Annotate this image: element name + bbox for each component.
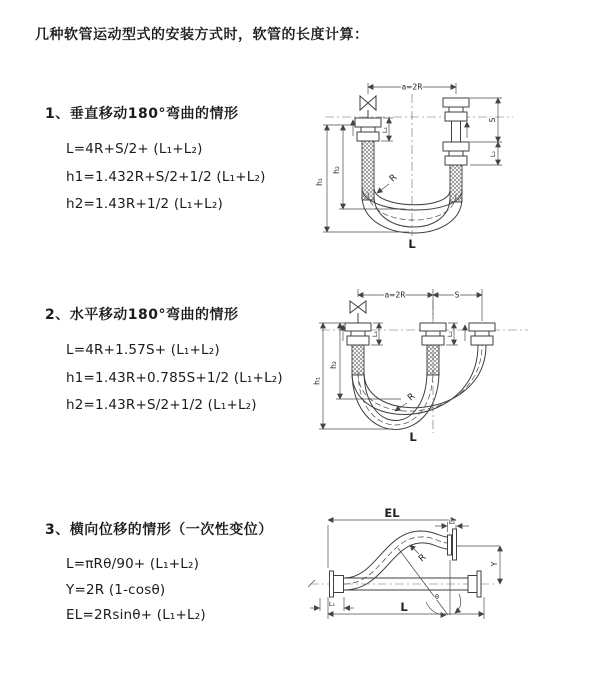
radius-label: R bbox=[417, 552, 429, 565]
top-flange-displaced bbox=[448, 529, 457, 560]
section-1-heading: 1、垂直移动180°弯曲的情形 bbox=[45, 106, 239, 122]
curved-hose bbox=[344, 531, 448, 590]
diagram-lateral-displacement bbox=[298, 498, 590, 648]
dim-label-h2: h₂ bbox=[329, 361, 338, 369]
radius-label: R bbox=[387, 172, 400, 185]
right-flange bbox=[468, 571, 481, 597]
section-lateral-displacement bbox=[45, 521, 325, 629]
diagram-vertical-180-bend bbox=[305, 78, 535, 258]
dim-label-a2r: a=2R bbox=[401, 82, 423, 92]
dimension-span bbox=[368, 83, 456, 95]
middle-fitting bbox=[420, 323, 446, 375]
diagram-horizontal-180-bend bbox=[313, 283, 548, 443]
hose-curves bbox=[352, 345, 486, 430]
diagram-1-svg bbox=[305, 78, 535, 258]
radius-annotation bbox=[410, 545, 428, 564]
dimension-span bbox=[358, 289, 482, 321]
left-flange bbox=[330, 571, 344, 597]
page-title: 几种软管运动型式的安装方式时，软管的长度计算： bbox=[35, 27, 369, 43]
diagram-3-svg bbox=[298, 498, 590, 648]
dim-label-l: L bbox=[400, 600, 408, 614]
formula-line: L=4R+1.57S+ (L₁+L₂) bbox=[66, 342, 220, 358]
radius-label: R bbox=[406, 391, 418, 404]
left-fitting bbox=[355, 118, 381, 200]
dim-label-h2: h₂ bbox=[332, 166, 341, 174]
dim-label-el: EL bbox=[384, 506, 400, 520]
section-3-formulas bbox=[66, 552, 325, 629]
dimension-l2 bbox=[446, 323, 458, 345]
dimension-s bbox=[433, 291, 482, 300]
dim-label-l1: L₁ bbox=[381, 126, 389, 134]
dimension-s bbox=[470, 98, 502, 142]
length-label: L bbox=[408, 237, 416, 251]
angle-label: θ bbox=[435, 593, 439, 601]
right-fitting-moved bbox=[469, 323, 495, 345]
formula-line: h2=1.43R+S/2+1/2 (L₁+L₂) bbox=[66, 397, 257, 413]
formula-line: L=4R+S/2+ (L₁+L₂) bbox=[66, 141, 203, 157]
length-label: L bbox=[409, 430, 417, 443]
dim-label-l2: L₂ bbox=[489, 150, 497, 158]
diagram-2-svg bbox=[313, 283, 548, 443]
formula-line: h1=1.432R+S/2+1/2 (L₁+L₂) bbox=[66, 168, 266, 185]
dimension-l1 bbox=[371, 323, 383, 345]
right-fitting-upper bbox=[443, 98, 469, 142]
dimension-l2 bbox=[470, 142, 502, 165]
dim-label-l2: L₂ bbox=[448, 518, 456, 526]
section-vertical-movement bbox=[45, 105, 325, 219]
dim-label-l1: L₁ bbox=[328, 600, 336, 608]
dim-label-y: Y bbox=[490, 561, 499, 567]
dim-label-l1: L₁ bbox=[371, 330, 379, 338]
dimension-l1 bbox=[381, 118, 393, 141]
dim-label-a2r: a=2R bbox=[384, 290, 406, 300]
section-3-heading: 3、横向位移的情形（一次性变位） bbox=[45, 522, 273, 538]
dim-label-s: S bbox=[454, 290, 460, 300]
section-1-formulas bbox=[66, 136, 325, 219]
dim-label-h1: h₁ bbox=[315, 178, 324, 186]
valve-icon bbox=[360, 96, 376, 118]
valve-icon bbox=[350, 301, 366, 323]
section-2-heading: 2、水平移动180°弯曲的情形 bbox=[45, 307, 239, 323]
left-fitting bbox=[345, 323, 371, 375]
dimension-el bbox=[328, 506, 456, 568]
radius-annotation bbox=[377, 173, 399, 193]
dimension-l1 bbox=[310, 597, 354, 611]
right-fitting-lower bbox=[443, 142, 469, 202]
formula-line: Y=2R (1-cosθ) bbox=[66, 581, 166, 598]
formula-line: h1=1.43R+0.785S+1/2 (L₁+L₂) bbox=[66, 369, 283, 386]
section-2-formulas bbox=[66, 337, 325, 420]
formula-line: EL=2Rsinθ+ (L₁+L₂) bbox=[66, 607, 206, 623]
dim-label-s: S bbox=[488, 117, 497, 123]
dim-label-h1: h₁ bbox=[313, 377, 322, 385]
dim-label-l2: L₂ bbox=[446, 330, 454, 338]
section-horizontal-movement bbox=[45, 306, 325, 420]
formula-line: h2=1.43R+1/2 (L₁+L₂) bbox=[66, 196, 223, 212]
formula-line: L=πRθ/90+ (L₁+L₂) bbox=[66, 556, 200, 572]
